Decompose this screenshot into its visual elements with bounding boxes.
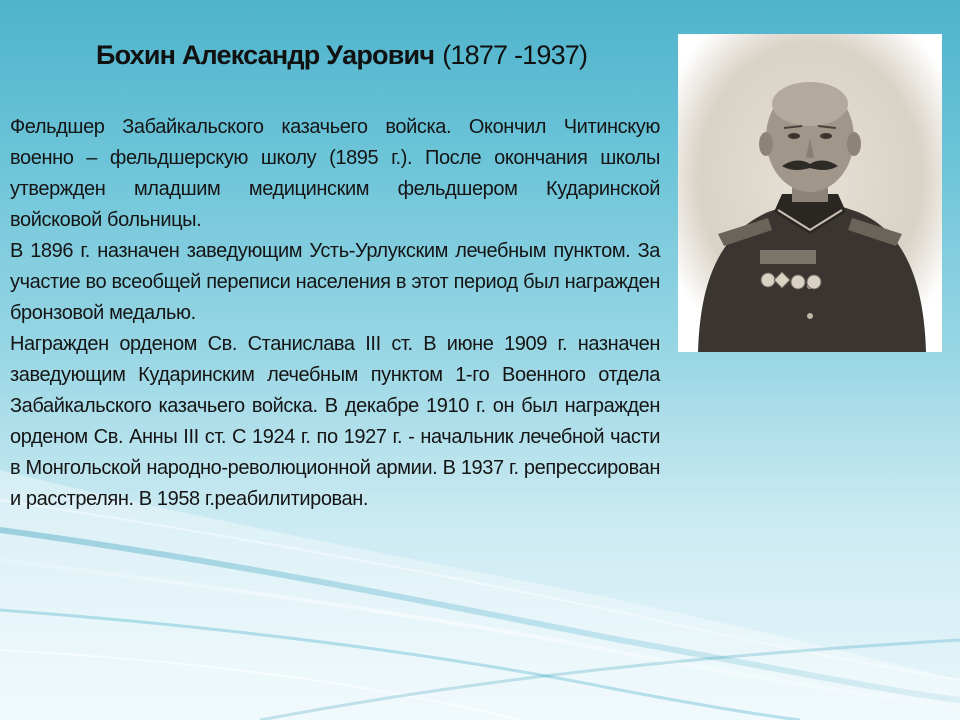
bio-paragraph: Фельдшер Забайкальского казачьего войска. Окончил Читинскую военно – фельдшерскую школу (1895 г.). После окончания школы утвержден младшим медицинским фельдшером Кударинской войсковой больницы. xyxy=(10,116,660,231)
biography-text xyxy=(10,112,660,515)
portrait-photo xyxy=(678,34,942,352)
portrait-image xyxy=(678,34,942,352)
bio-paragraph: В 1896 г. назначен заведующим Усть-Урлукским лечебным пунктом. За участие во всеобщей переписи населения в этот период был награжден бронзовой медалью. xyxy=(10,240,660,324)
person-name: Бохин Александр Уарович xyxy=(96,40,435,70)
life-years: (1877 -1937) xyxy=(442,40,588,70)
slide-title xyxy=(96,40,656,71)
bio-paragraph: Награжден орденом Св. Станислава III ст. В июне 1909 г. назначен заведующим Кударинским лечебным пунктом 1-го Военного отдела Забайкальского казачьего войска. В декабре 1910 г. он был награжден орденом Св. Анны III ст. С 1924 г. по 1927 г. - начальник лечебной части в Монгольской народно-революционной армии. В 1937 г. репрессирован и расстрелян. В 1958 г.реабилитирован. xyxy=(10,333,660,510)
